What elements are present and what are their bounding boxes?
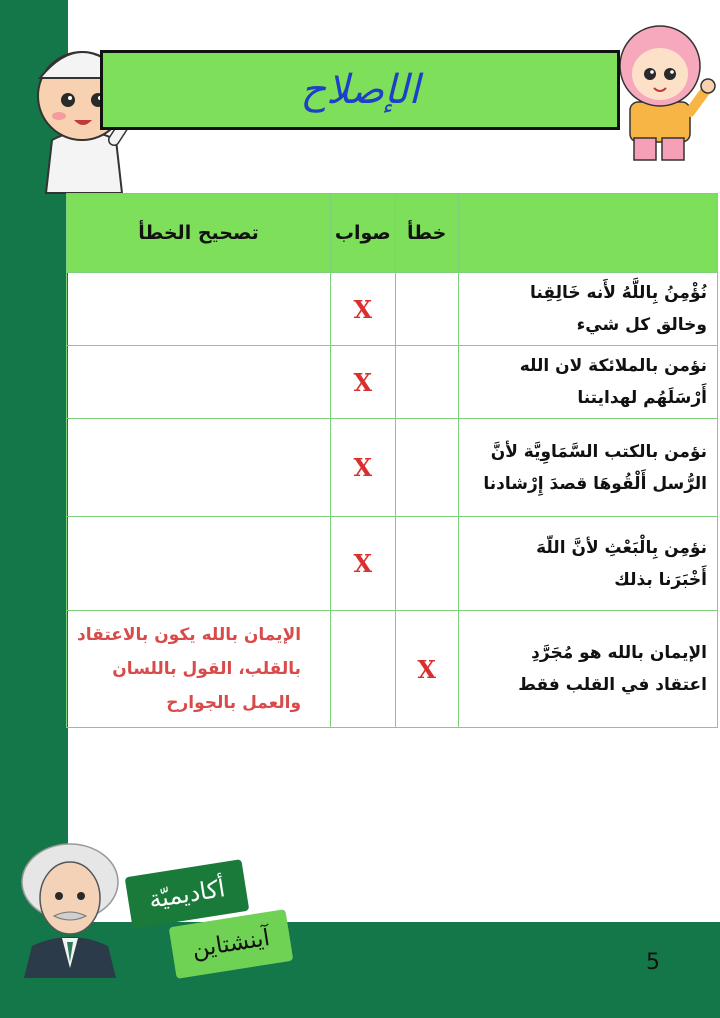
- correction-text: [68, 558, 329, 570]
- page-number: 5: [646, 950, 660, 975]
- correction-cell[interactable]: [67, 346, 331, 419]
- statement-line: نؤمن بالكتب السَّمَاوِيَّة لأنَّ: [490, 441, 707, 462]
- statement-cell: [458, 419, 717, 517]
- correction-cell[interactable]: [67, 419, 331, 517]
- right-cell[interactable]: [331, 273, 396, 346]
- correction-cell[interactable]: [67, 517, 331, 611]
- statement-line: الرُّسل أَلْقُوهَا قصدَ إِرْشادنا: [483, 473, 707, 494]
- table-row: [67, 419, 718, 517]
- statement-line: اعتقاد في القلب فقط: [518, 675, 707, 695]
- right-mark: X: [353, 367, 373, 397]
- statement-line: الإيمان بالله هو مُجَرَّدِ: [531, 643, 707, 663]
- statement-line: نؤمن بالملائكة لان الله: [519, 356, 707, 376]
- table-row: [67, 346, 718, 419]
- table-header-row: [67, 194, 718, 273]
- correction-text: [68, 376, 329, 388]
- right-cell[interactable]: [331, 419, 396, 517]
- page-title: الإصلاح: [300, 67, 420, 113]
- header-correction: تصحيح الخطأ: [67, 194, 331, 273]
- statement-line: أَخْبَرَنا بذلك: [614, 569, 707, 590]
- statement-cell: [458, 346, 717, 419]
- wrong-cell[interactable]: [395, 346, 458, 419]
- right-mark: X: [353, 294, 373, 324]
- wrong-mark: X: [417, 654, 436, 684]
- quiz-table: [66, 193, 718, 728]
- correction-text: الإيمان بالله يكون بالاعتقاد بالقلب، القول باللسان والعمل بالجوارح: [76, 625, 302, 713]
- right-cell[interactable]: [331, 517, 396, 611]
- correction-text: [68, 462, 329, 474]
- correction-cell[interactable]: [67, 273, 331, 346]
- table-row: [67, 517, 718, 611]
- title-banner: [100, 50, 620, 130]
- right-cell[interactable]: [331, 611, 396, 728]
- right-cell[interactable]: [331, 346, 396, 419]
- statement-line: نؤمِن بِالْبَعْثِ لأنَّ اللّهَ: [536, 537, 707, 558]
- table-row: [67, 611, 718, 728]
- wrong-cell[interactable]: [395, 517, 458, 611]
- table-row: [67, 273, 718, 346]
- girl-character-illustration: [608, 20, 716, 162]
- header-statement: [458, 194, 717, 273]
- right-mark: X: [353, 549, 373, 578]
- wrong-cell[interactable]: [395, 419, 458, 517]
- brand-line2: آينشتاين: [190, 925, 272, 963]
- statement-line: أَرْسَلَهُم لهدايتنا: [577, 388, 707, 408]
- header-wrong: خطأ: [395, 194, 458, 273]
- header-right: صواب: [331, 194, 396, 273]
- correction-text: [68, 303, 329, 315]
- statement-cell: [458, 611, 717, 728]
- brand-line1: أكاديميّة: [146, 874, 228, 914]
- statement-cell: [458, 517, 717, 611]
- einstein-illustration: [10, 838, 130, 978]
- right-mark: X: [353, 453, 373, 482]
- statement-line: وخالق كل شيء: [576, 315, 707, 335]
- statement-cell: [458, 273, 717, 346]
- correction-cell[interactable]: [67, 611, 331, 728]
- wrong-cell[interactable]: [395, 611, 458, 728]
- wrong-cell[interactable]: [395, 273, 458, 346]
- statement-line: نُؤْمِنُ بِاللَّهُ لأَنه خَالِقِنا: [530, 283, 707, 303]
